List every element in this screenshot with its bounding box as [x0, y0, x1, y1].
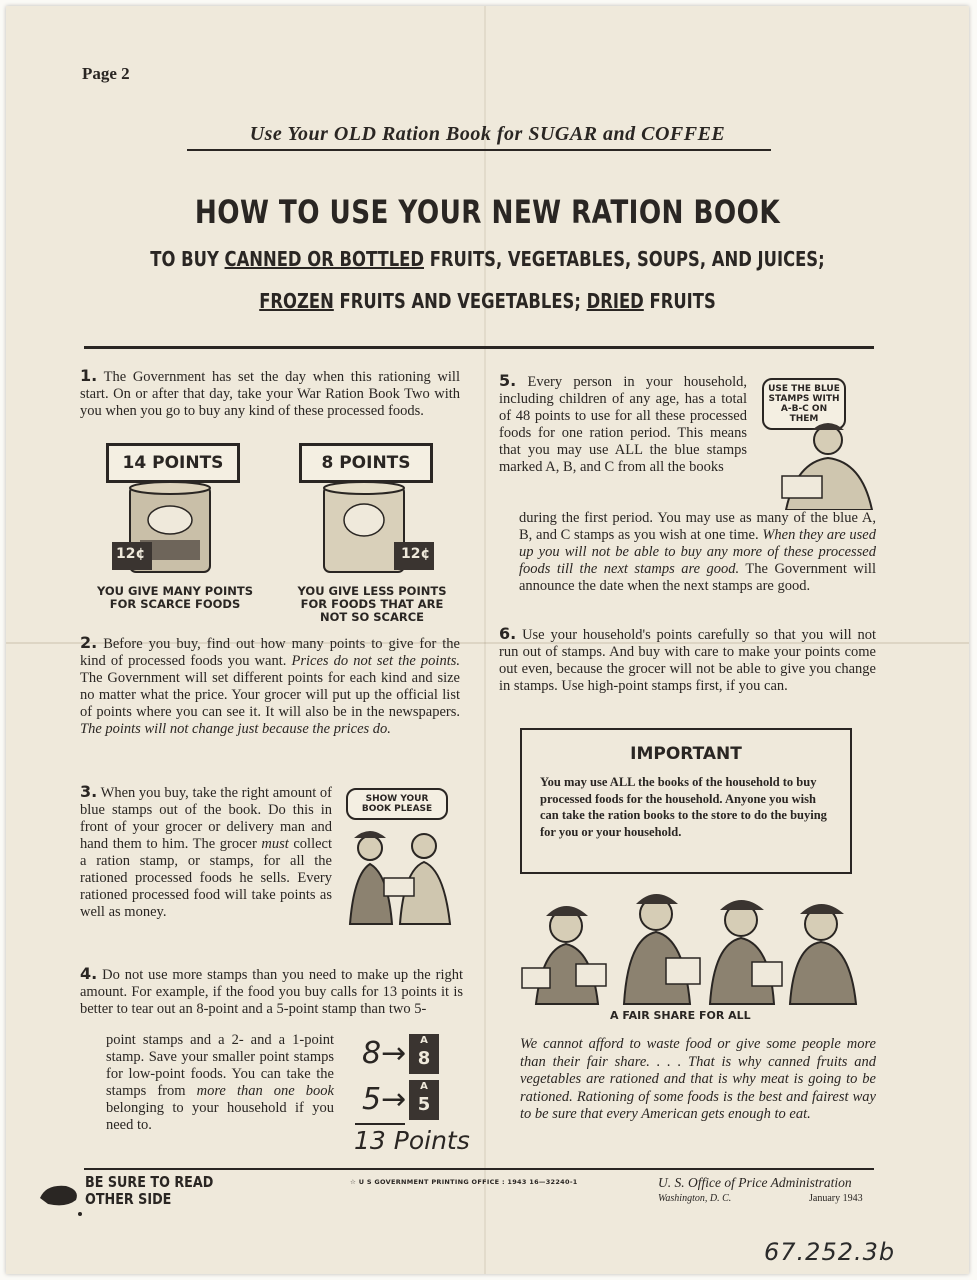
sum-line: [355, 1123, 405, 1125]
stamp-8-number: 8: [417, 1048, 431, 1069]
subhead1-underlined: CANNED OR BOTTLED: [224, 247, 425, 271]
total-points: 13 Points: [354, 1126, 470, 1155]
blue-stamps-speech-bubble: USE THE BLUE STAMPS WITH A-B-C ON THEM: [762, 378, 846, 430]
important-box: [520, 728, 852, 874]
grocer-customer-illustration: [340, 824, 458, 926]
paragraph-4-emphasis: more than one book: [196, 1083, 334, 1099]
footer-left-line-1: BE SURE TO READ: [85, 1173, 214, 1191]
subhead2-dried: DRIED: [586, 289, 644, 313]
paragraph-2-text-b: The Government will set different points for each kind and size no matter what the price. Your grocer will put up the official list of points where you can see it. It will also be in the newspapers.: [80, 670, 460, 720]
paragraph-2-emphasis-2: The points will not change just because the prices do.: [80, 721, 391, 737]
paragraph-4: [80, 965, 463, 1035]
paragraph-3-text-b: collect a ration stamp, or stamps, for all the rationed processed foods he sells. Every rationed processed food will take points as well as money.: [80, 836, 332, 920]
important-title: IMPORTANT: [630, 744, 742, 764]
headline: HOW TO USE YOUR NEW RATION BOOK: [194, 193, 781, 231]
paragraph-6-number: 6.: [499, 624, 517, 643]
printing-office-line: ☆ U S GOVERNMENT PRINTING OFFICE : 1943 16—32240-1: [350, 1178, 578, 1186]
stamp-5-letter: A: [420, 1081, 428, 1092]
paragraph-4-text-end: belonging to your household if you need to.: [106, 1100, 334, 1133]
subheading-2: [93, 289, 883, 313]
paragraph-4-text-lead: Do not use more stamps than you need to make up the right amount. For example, if the food you buy calls for 13 points it is better to tear out an 8-point and a 5-point stamp than two 5-: [80, 967, 463, 1017]
paragraph-3-emphasis: must: [261, 836, 289, 852]
can-price-right: 12¢: [401, 546, 431, 562]
paragraph-2-text-a: Before you buy, find out how many points to give for the kind of processed foods you want.: [80, 636, 460, 669]
paragraph-3-number: 3.: [80, 782, 98, 801]
subhead2-part-d: FRUITS: [643, 289, 716, 313]
paragraph-5-text-end: The Government will announce the date when the next stamps are good.: [519, 561, 876, 594]
can-caption-left: YOU GIVE MANY POINTS FOR SCARCE FOODS: [96, 584, 254, 611]
paragraph-5-text-tail: during the first period. You may use as many of the blue A, B, and C stamps as you wish at one time.: [519, 510, 876, 543]
footer-left-line-2: OTHER SIDE: [85, 1190, 172, 1208]
paragraph-5: [499, 372, 747, 476]
paragraph-3: [80, 783, 332, 921]
subheading-1: [93, 247, 883, 271]
footer-read-other-side: [85, 1174, 213, 1208]
can-illustration-right: [316, 480, 436, 580]
show-book-speech-bubble: SHOW YOUR BOOK PLEASE: [346, 788, 448, 820]
subhead2-frozen: FROZEN: [259, 289, 334, 313]
subtitle-underline: [187, 149, 771, 151]
paragraph-4-text-tail: point stamps and a 2- and a 1-point stamp. Save your smaller point stamps for low-point foods. You can take the stamps from: [106, 1032, 334, 1099]
stamp-arrow-8: 8→: [362, 1036, 407, 1071]
paragraph-6-text: Use your household's points carefully so that you will not run out of stamps. And buy with care to make your points come out even, because the grocer will not be able to give you change in stamps. Use high-point stamps first, if you can.: [499, 627, 877, 694]
can-caption-right: YOU GIVE LESS POINTS FOR FOODS THAT ARE NOT SO SCARCE: [297, 584, 447, 624]
ink-blot: [36, 1178, 86, 1218]
paragraph-4-number: 4.: [80, 965, 98, 983]
subhead1-part-a: TO BUY: [150, 247, 225, 271]
accession-number: 67.252.3b: [764, 1238, 896, 1266]
header-rule: [84, 346, 874, 349]
points-box-8: 8 POINTS: [299, 443, 433, 483]
subhead1-part-c: FRUITS, VEGETABLES, SOUPS, AND JUICES;: [424, 247, 825, 271]
paragraph-1-text: The Government has set the day when this rationing will start. On or after that day, take your War Ration Book Two with you when you go to buy any kind of these processed foods.: [80, 369, 460, 419]
page-number: Page 2: [82, 64, 130, 83]
paragraph-2: [80, 634, 460, 738]
paragraph-5-continued: [519, 510, 876, 595]
points-box-14: 14 POINTS: [106, 443, 240, 483]
paragraph-5-number: 5.: [499, 371, 517, 390]
can-illustration-left: [112, 480, 226, 580]
paragraph-5-emphasis: When they are used up you will not be able to buy any more of these processed foods till the next stamps are good.: [519, 527, 876, 577]
grocer-illustration: [776, 418, 876, 510]
footer-rule: [84, 1168, 874, 1170]
top-subtitle: Use Your OLD Ration Book for SUGAR and COFFEE: [249, 123, 726, 145]
can-price-left: 12¢: [116, 546, 146, 562]
paragraph-6: [499, 625, 876, 695]
fair-share-text: We cannot afford to waste food or give some people more than their fair share. . . . That is why canned fruits and vegetables are rationed and that is why meat is going to be rationed. Rationing of some foods is the best and fairest way to be sure that every American gets enough to eat.: [520, 1036, 876, 1122]
paragraph-3-text-a: When you buy, take the right amount of blue stamps out of the book. Do this in front of your grocer or delivery man and hand them to him. The grocer: [80, 785, 332, 852]
paragraph-1: [80, 367, 460, 420]
footer-location: Washington, D. C.: [658, 1193, 732, 1204]
stamp-5-number: 5: [417, 1094, 431, 1115]
paragraph-5-text-lead: Every person in your household, including children of any age, has a total of 48 points to use for all these processed foods for one ration period. This means that you may use ALL the blue stamps marked A, B, and C from all the books: [499, 374, 747, 475]
paragraph-2-number: 2.: [80, 633, 98, 652]
footer-date: January 1943: [809, 1193, 863, 1204]
paragraph-4-continued: [106, 1032, 334, 1134]
stamp-8: [409, 1034, 439, 1074]
important-text: You may use ALL the books of the household to buy processed foods for the household. Anyone you wish can take the ration books to the store to do the buying for you or your household.: [540, 775, 827, 839]
paragraph-1-number: 1.: [80, 366, 98, 385]
stamp-5: [409, 1080, 439, 1120]
footer-agency: U. S. Office of Price Administration: [658, 1175, 852, 1190]
fair-share-caption: A FAIR SHARE FOR ALL: [610, 1009, 751, 1022]
fair-share-illustration: [516, 886, 878, 1006]
stamp-8-letter: A: [420, 1035, 428, 1046]
paragraph-2-emphasis-1: Prices do not set the points.: [291, 653, 461, 669]
document-page: [6, 6, 969, 1274]
stamp-arrow-5: 5→: [362, 1082, 407, 1117]
subhead2-part-b: FRUITS AND VEGETABLES;: [333, 289, 587, 313]
